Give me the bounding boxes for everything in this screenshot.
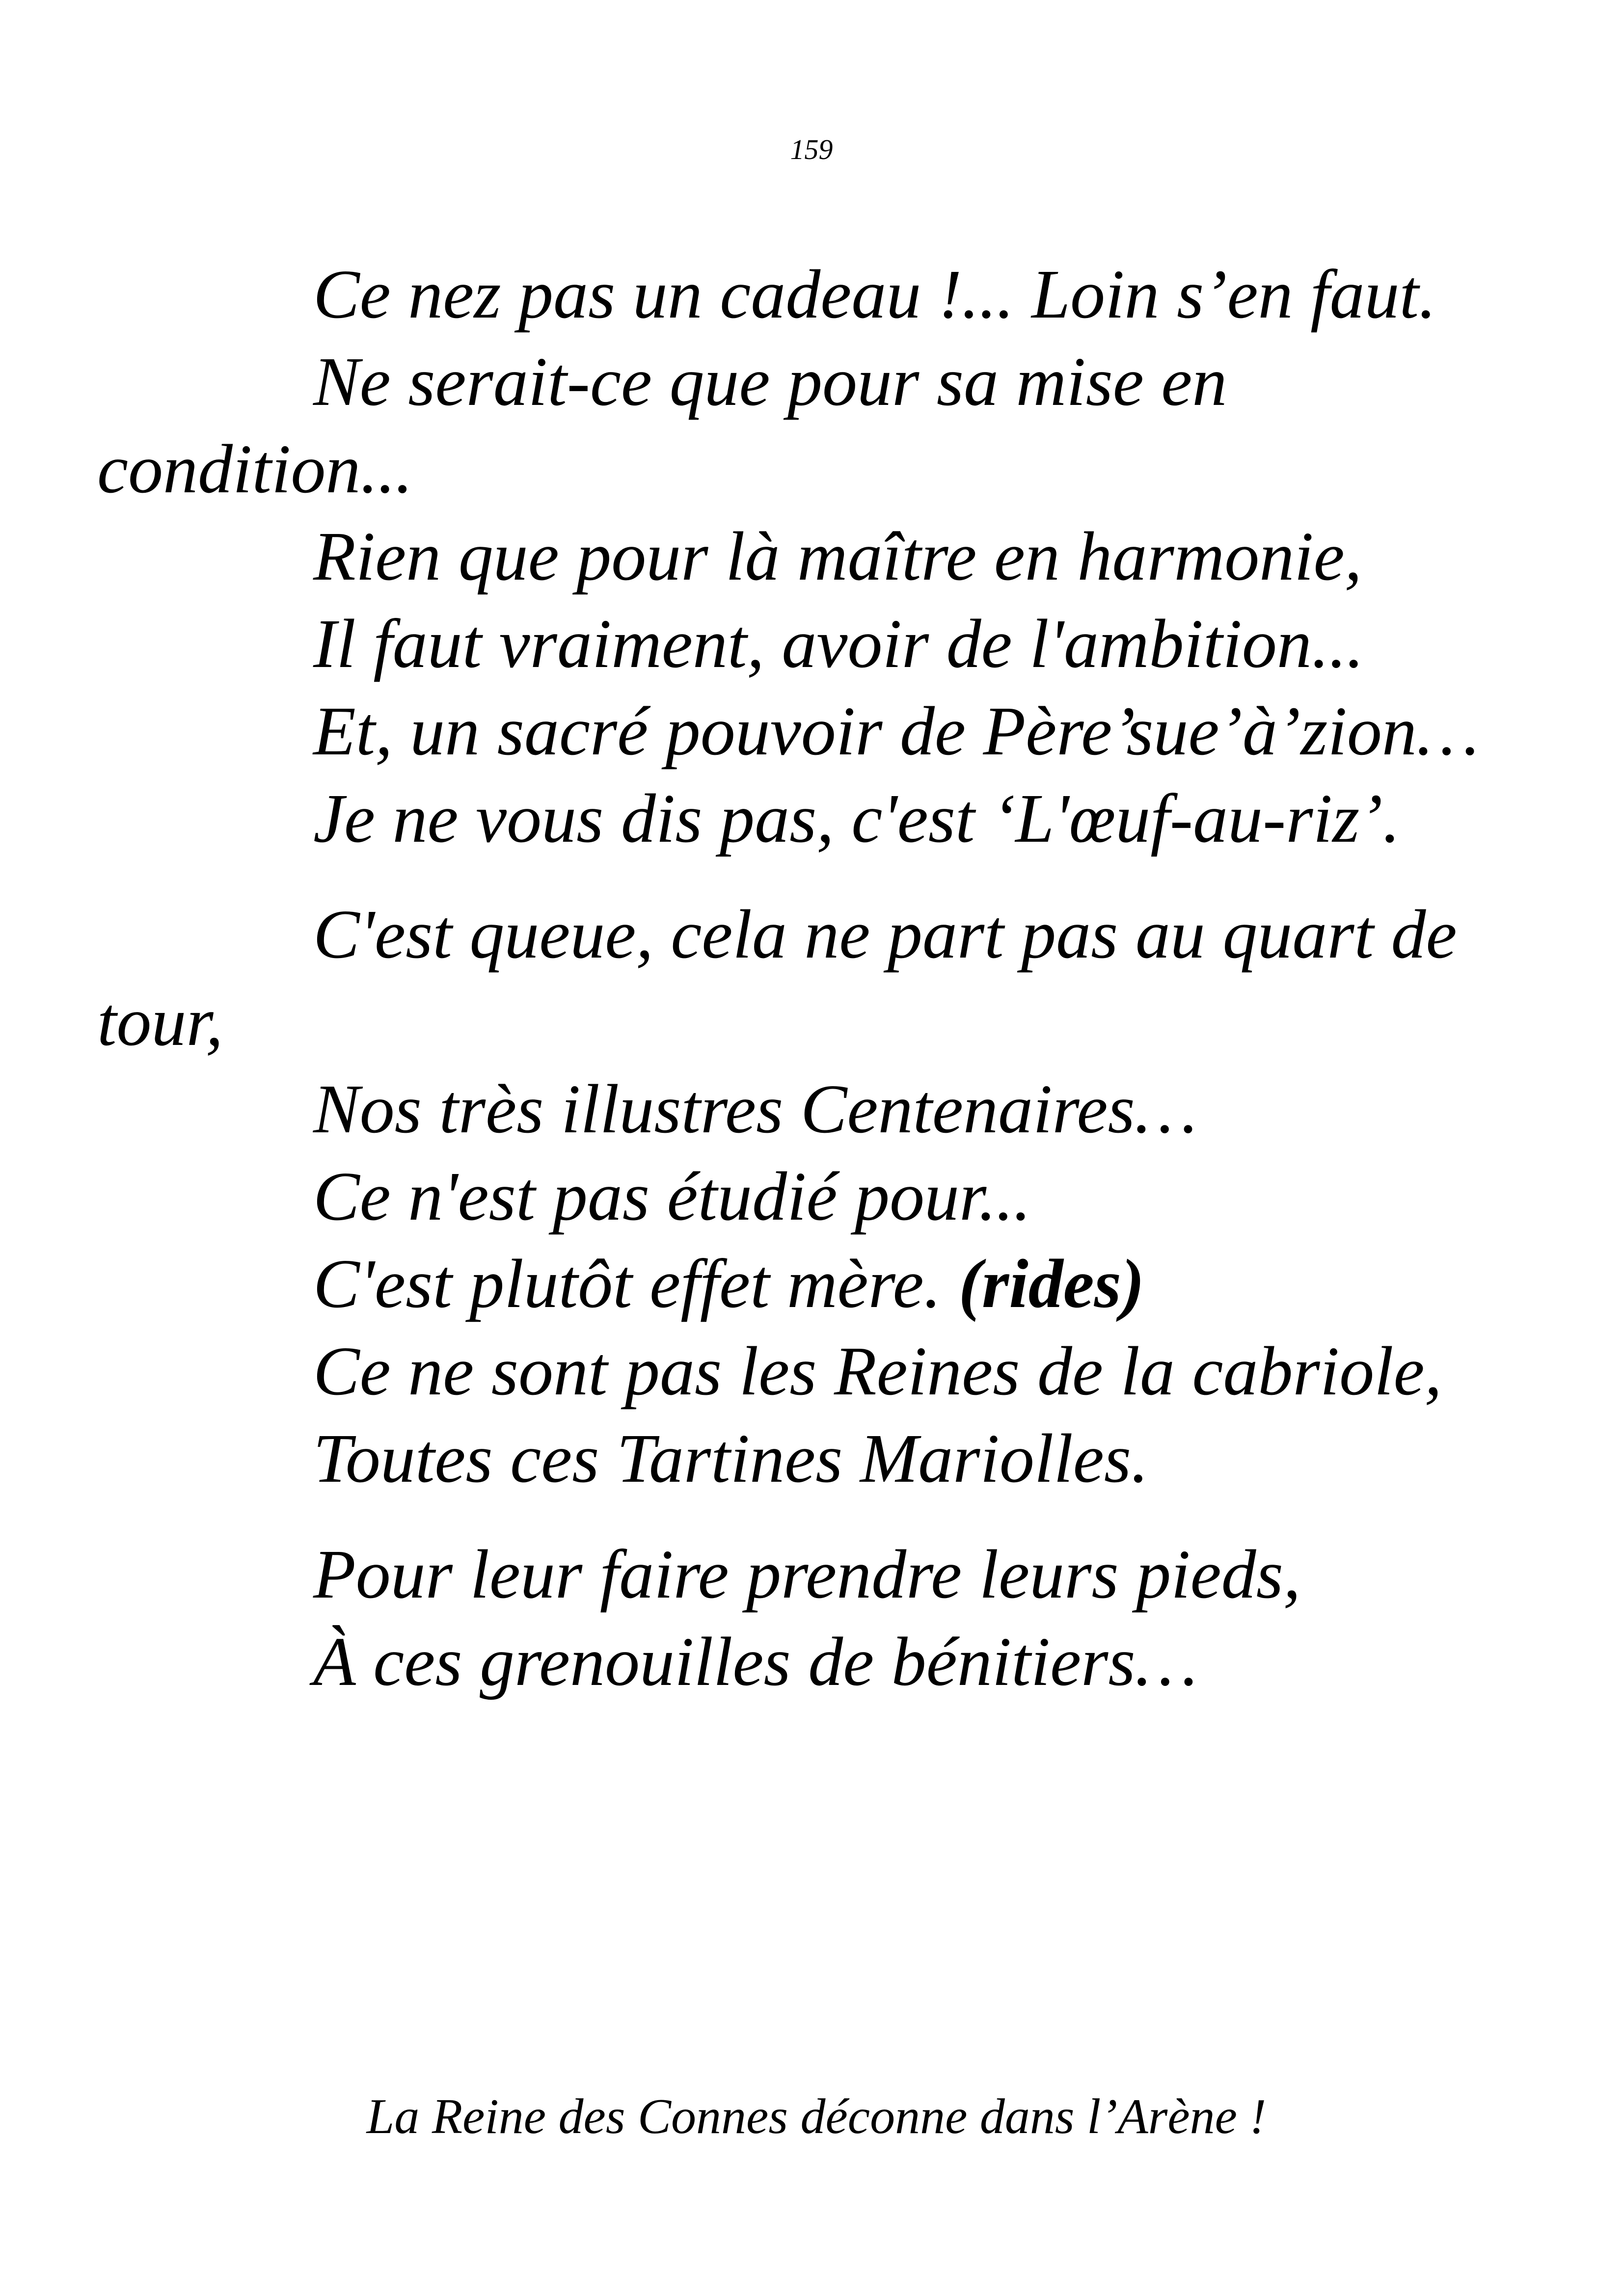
poem-line-text: C'est plutôt effet mère. [313, 1245, 942, 1322]
poem-line: Nos très illustres Centenaires… [313, 1070, 1197, 1148]
page-number: 159 [790, 133, 833, 165]
poem-body [97, 250, 1550, 1705]
poem-line: Je ne vous dis pas, c'est ‘L'œuf-au-riz’. [313, 779, 1401, 857]
poem-line: Ne serait-ce que pour sa mise en condition... [97, 343, 1227, 507]
stanza-1 [97, 250, 1550, 862]
poem-line: À ces grenouilles de bénitiers… [313, 1623, 1197, 1700]
stanza-2 [97, 890, 1550, 1502]
poem-line: Ce nez pas un cadeau !... Loin s’en faut. [313, 255, 1436, 333]
poem-line: Pour leur faire prendre leurs pieds, [313, 1535, 1301, 1613]
poem-line: Il faut vraiment, avoir de l'ambition... [313, 605, 1364, 682]
poem-line: Rien que pour là maître en harmonie, [313, 517, 1362, 595]
poem-line: C'est queue, cela ne part pas au quart de tour, [97, 895, 1457, 1060]
emphasis-rides: (rides) [958, 1245, 1145, 1322]
poem-line: Ce ne sont pas les Reines de la cabriole, [313, 1332, 1442, 1410]
poem-line: Toutes ces Tartines Mariolles. [313, 1419, 1149, 1497]
footer-book-title: La Reine des Connes déconne dans l’Arène ! [366, 2089, 1267, 2144]
stanza-3 [97, 1530, 1550, 1705]
poem-line-with-emphasis [97, 1240, 1550, 1327]
poem-line: Et, un sacré pouvoir de Père’sue’à’zion… [313, 692, 1479, 770]
poem-line: Ce n'est pas étudié pour... [313, 1157, 1031, 1235]
